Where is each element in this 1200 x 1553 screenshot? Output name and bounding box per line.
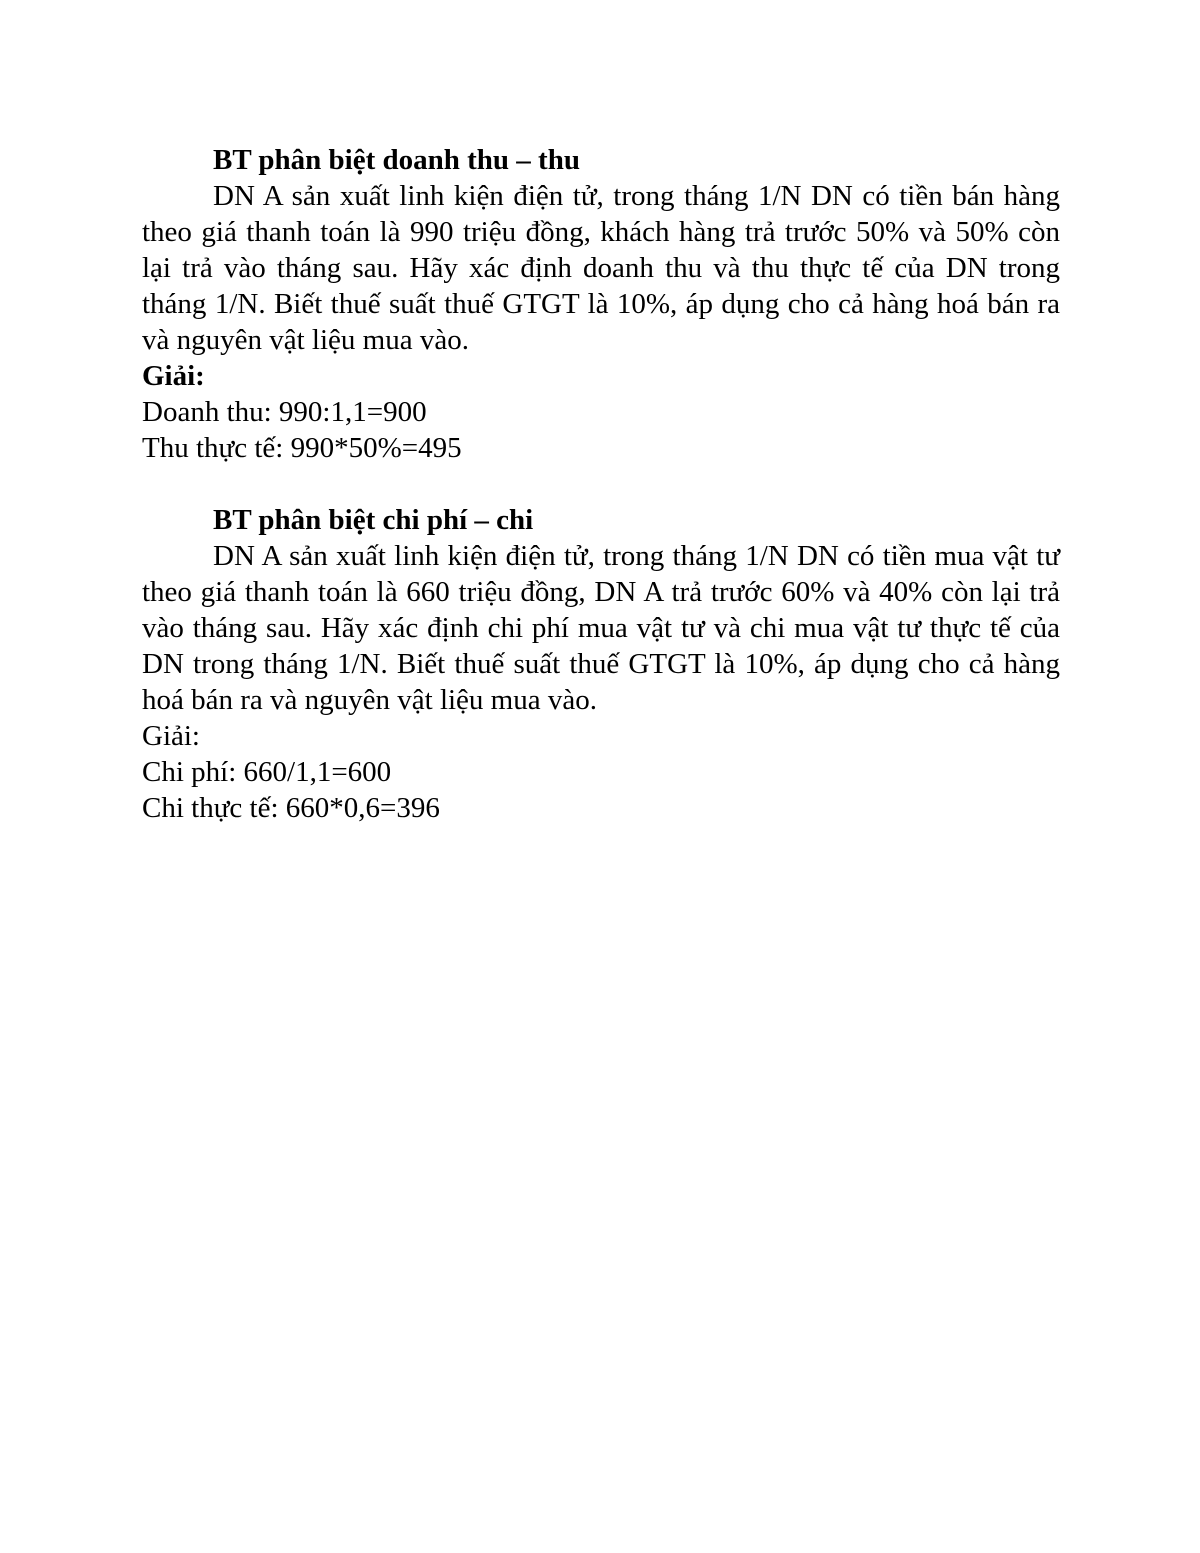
section-heading: BT phân biệt chi phí – chi xyxy=(213,504,534,536)
solution-label: Giải: xyxy=(142,720,200,752)
solution-line: Doanh thu: 990:1,1=900 xyxy=(142,396,427,428)
section-heading: BT phân biệt doanh thu – thu xyxy=(213,144,580,176)
section-revenue-vs-receipts xyxy=(142,142,1060,466)
solution-line: Chi phí: 660/1,1=600 xyxy=(142,756,392,788)
document-page xyxy=(142,142,1060,826)
problem-statement: DN A sản xuất linh kiện điện tử, trong tháng 1/N DN có tiền bán hàng theo giá thanh toán là 990 triệu đồng, khách hàng trả trước 50% và 50% còn lại trả vào tháng sau. Hãy xác định doanh thu và thu thực tế của DN trong tháng 1/N. Biết thuế suất thuế GTGT là 10%, áp dụng cho cả hàng hoá bán ra và nguyên vật liệu mua vào. xyxy=(142,180,1060,356)
solution-label: Giải: xyxy=(142,360,205,392)
solution-line: Chi thực tế: 660*0,6=396 xyxy=(142,792,440,824)
problem-statement: DN A sản xuất linh kiện điện tử, trong tháng 1/N DN có tiền mua vật tư theo giá thanh toán là 660 triệu đồng, DN A trả trước 60% và 40% còn lại trả vào tháng sau. Hãy xác định chi phí mua vật tư và chi mua vật tư thực tế của DN trong tháng 1/N. Biết thuế suất thuế GTGT là 10%, áp dụng cho cả hàng hoá bán ra và nguyên vật liệu mua vào. xyxy=(142,540,1060,716)
section-expense-vs-payments xyxy=(142,502,1060,826)
solution-line: Thu thực tế: 990*50%=495 xyxy=(142,432,462,464)
